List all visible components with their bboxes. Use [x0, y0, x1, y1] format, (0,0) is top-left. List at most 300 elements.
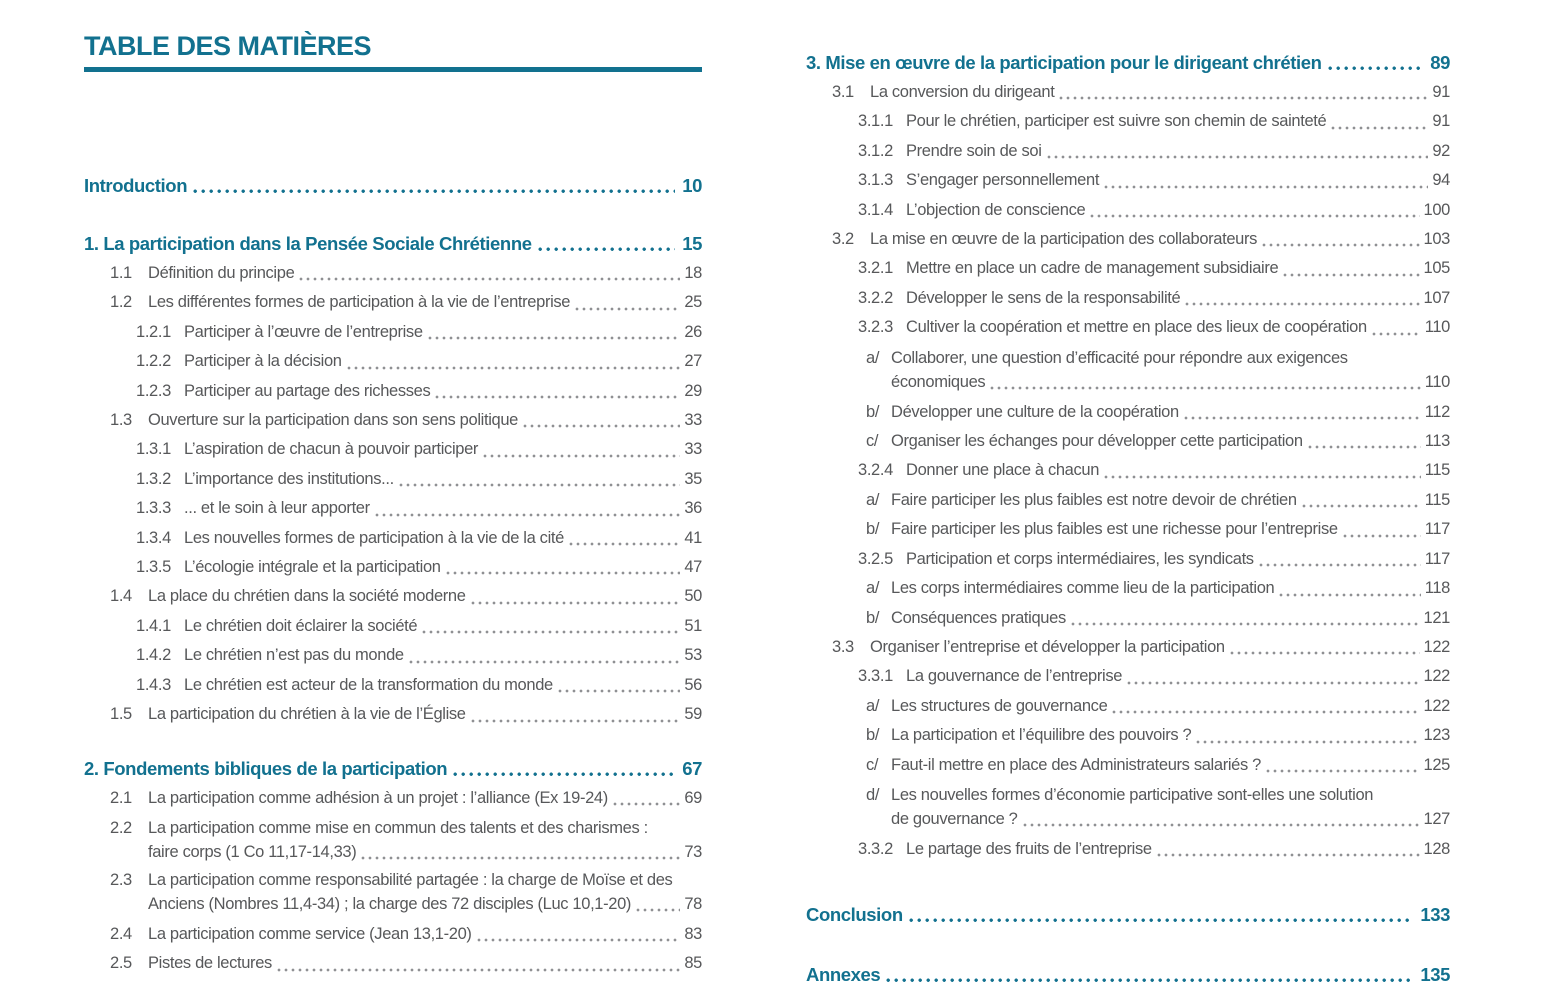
toc-entry [84, 671, 702, 700]
toc-entry [84, 524, 702, 553]
toc-entry-line [136, 494, 702, 523]
entry-page: 33 [684, 440, 702, 459]
entry-page: 110 [1424, 373, 1450, 392]
entry-title: La gouvernance de l’entreprise [906, 667, 1123, 686]
entry-page: 112 [1424, 402, 1450, 421]
entry-title: Mettre en place un cadre de management subsidiaire [906, 259, 1279, 278]
entry-number: b/ [866, 608, 880, 627]
toc-entry-line [832, 633, 1450, 662]
toc-entry-line [110, 259, 702, 288]
dot-leader-icon [1104, 185, 1428, 189]
toc-entry-line [136, 318, 702, 347]
toc-column-right [806, 30, 1450, 1006]
entry-page: 59 [684, 705, 702, 724]
toc-entry [806, 456, 1450, 485]
entry-title: économiques [891, 373, 986, 392]
entry-title: Définition du principe [148, 264, 295, 282]
entry-number: 1.5 [110, 705, 132, 724]
dot-leader-icon [1071, 622, 1420, 626]
dot-leader-icon [1196, 740, 1419, 744]
toc-entry-line [110, 784, 702, 813]
entry-number: 1.4.3 [136, 675, 171, 694]
entry-title: La participation comme adhésion à un projet : l’alliance (Ex 19-24) [148, 788, 608, 807]
entry-title: Pistes de lectures [148, 954, 272, 973]
entry-title: 2. Fondements bibliques de la participation [84, 757, 448, 779]
entry-number: 3.1.4 [858, 200, 893, 219]
entry-number: 1.3 [110, 411, 132, 430]
toc-entry-line [866, 486, 1450, 515]
entry-page: 115 [1424, 461, 1450, 480]
entry-title: Les corps intermédiaires comme lieu de la participation [891, 579, 1275, 598]
entry-title: Participer à la décision [184, 352, 342, 371]
toc-entry-line [866, 783, 1450, 808]
toc-entry-line [110, 920, 702, 949]
entry-number: 1.3.5 [136, 558, 171, 577]
entry-number: 3.1.2 [858, 141, 893, 160]
entry-title: Les nouvelles formes de participation à la vie de la cité [184, 528, 564, 547]
entry-number: b/ [866, 726, 880, 745]
entry-title: Participer au partage des richesses [184, 381, 431, 400]
toc-entry [84, 700, 702, 729]
dot-leader-icon [1157, 853, 1420, 857]
entry-page: 41 [684, 528, 702, 547]
toc-entry [806, 313, 1450, 342]
entry-number: 1.2.3 [136, 381, 171, 400]
toc-entry-line [858, 835, 1450, 864]
toc-entry [806, 137, 1450, 166]
toc-entry [84, 553, 702, 582]
toc-entry [84, 288, 702, 317]
toc-entry [806, 196, 1450, 225]
toc-entry-line [858, 254, 1450, 283]
entry-title: Développer une culture de la coopération [891, 402, 1179, 421]
toc-entry [806, 225, 1450, 254]
dot-leader-icon [1112, 710, 1419, 714]
dot-leader-icon [886, 978, 1413, 983]
entry-number: a/ [866, 490, 880, 509]
entry-number: 2.4 [110, 924, 132, 943]
dot-leader-icon [1266, 769, 1420, 773]
toc-entry-line [866, 515, 1450, 544]
entry-page: 91 [1432, 112, 1450, 131]
toc-entry [84, 949, 702, 978]
toc-entry-line [866, 604, 1450, 633]
toc-entry-line [866, 370, 1450, 395]
toc-entry-line [136, 435, 702, 464]
entry-number: 3.2.3 [858, 318, 893, 337]
entry-title: Pour le chrétien, participer est suivre son chemin de sainteté [906, 112, 1327, 131]
entry-title: Conséquences pratiques [891, 608, 1066, 627]
toc-entry [806, 166, 1450, 195]
entry-page: 117 [1424, 520, 1450, 539]
entry-page: 117 [1424, 549, 1450, 568]
entry-title: 3. Mise en œuvre de la participation pour le dirigeant chrétien [806, 52, 1322, 73]
dot-leader-icon [446, 571, 681, 575]
entry-page: 25 [684, 293, 702, 312]
entry-page: 78 [684, 895, 702, 914]
entry-title: Prendre soin de soi [906, 141, 1042, 160]
toc-entry-line [110, 288, 702, 317]
dot-leader-icon [453, 772, 675, 777]
entry-page: 121 [1423, 608, 1450, 627]
entry-page: 27 [684, 352, 702, 371]
toc-entry [84, 641, 702, 670]
toc-entry [806, 574, 1450, 603]
entry-number: 1.4.1 [136, 616, 171, 635]
toc-entries-left [84, 171, 702, 979]
toc-entry-line [866, 692, 1450, 721]
entry-number: 2.1 [110, 788, 132, 807]
entry-page: 125 [1423, 755, 1450, 774]
entry-page: 118 [1424, 579, 1450, 598]
toc-entry [806, 254, 1450, 283]
dot-leader-icon [277, 968, 680, 972]
toc-entry-line [858, 456, 1450, 485]
entry-number: 3.3.1 [858, 667, 893, 686]
toc-entry [84, 347, 702, 376]
entry-number: 1.1 [110, 264, 132, 282]
entry-page: 69 [684, 788, 702, 807]
entry-page: 115 [1424, 490, 1450, 509]
toc-entry [806, 427, 1450, 456]
toc-entry [806, 900, 1450, 930]
entry-number: 1.2 [110, 293, 132, 312]
entry-title: Cultiver la coopération et mettre en place des lieux de coopération [906, 318, 1367, 337]
entry-page: 15 [682, 233, 702, 254]
entry-title: Organiser les échanges pour développer cette participation [891, 432, 1303, 451]
entry-page: 103 [1423, 230, 1450, 249]
entry-number: 3.2.2 [858, 288, 893, 307]
entry-title: La participation comme mise en commun des talents et des charismes : [148, 818, 648, 837]
toc-entry [806, 783, 1450, 832]
entry-page: 91 [1432, 83, 1450, 101]
toc-entry-line [136, 612, 702, 641]
entry-title: La place du chrétien dans la société moderne [148, 587, 466, 606]
entry-page: 94 [1432, 171, 1450, 190]
toc-entry [84, 406, 702, 435]
entry-title: Faire participer les plus faibles est une richesse pour l’entreprise [891, 520, 1338, 539]
entry-page: 10 [682, 175, 702, 196]
toc-entry-line [136, 465, 702, 494]
toc-entry [84, 612, 702, 641]
toc-entry-line [136, 671, 702, 700]
toc-entry-line [866, 346, 1450, 371]
entry-title: Anciens (Nombres 11,4-34) ; la charge des 72 disciples (Luc 10,1-20) [148, 895, 632, 914]
dot-leader-icon [193, 189, 675, 194]
entry-title: de gouvernance ? [891, 810, 1018, 829]
toc-entry [84, 494, 702, 523]
dot-leader-icon [1023, 823, 1420, 827]
entry-title: faire corps (1 Co 11,17-14,33) [148, 843, 357, 862]
entry-number: 3.1 [832, 83, 854, 101]
entry-page: 105 [1423, 259, 1450, 278]
entry-page: 50 [684, 587, 702, 606]
entry-page: 29 [684, 381, 702, 400]
toc-entry [806, 48, 1450, 78]
entry-title: La participation comme responsabilité partagée : la charge de Moïse et des [148, 870, 673, 889]
entry-page: 53 [684, 646, 702, 665]
entry-page: 122 [1423, 696, 1450, 715]
toc-entry [84, 816, 702, 865]
toc-entry [806, 662, 1450, 691]
entry-number: 3.2.1 [858, 259, 893, 278]
dot-leader-icon [1308, 445, 1421, 449]
toc-entry-line [858, 662, 1450, 691]
entry-title: Ouverture sur la participation dans son sens politique [148, 411, 518, 430]
entry-page: 26 [684, 322, 702, 341]
toc-entry-line [110, 582, 702, 611]
toc-entry-line [110, 700, 702, 729]
entry-page: 127 [1423, 810, 1450, 829]
toc-entry [806, 604, 1450, 633]
entry-title: Donner une place à chacun [906, 461, 1100, 480]
toc-entry-line [866, 721, 1450, 750]
entry-title: Le chrétien n’est pas du monde [184, 646, 404, 665]
toc-entry-line [858, 107, 1450, 136]
toc-entry [806, 545, 1450, 574]
toc-entry [84, 754, 702, 784]
dot-leader-icon [1259, 563, 1421, 567]
toc-entry-line [136, 524, 702, 553]
entry-title: ... et le soin à leur apporter [184, 499, 370, 518]
entry-page: 56 [684, 675, 702, 694]
toc-entry-line [806, 48, 1450, 78]
toc-entry-line [84, 229, 702, 259]
toc-entry-line [110, 816, 702, 841]
entry-page: 122 [1423, 637, 1450, 656]
dot-leader-icon [1372, 332, 1421, 336]
dot-leader-icon [422, 630, 680, 634]
dot-leader-icon [1328, 66, 1424, 71]
dot-leader-icon [1127, 681, 1419, 685]
toc-entry-line [866, 807, 1450, 832]
entry-page: 92 [1432, 141, 1450, 160]
entry-title: 1. La participation dans la Pensée Sociale Chrétienne [84, 233, 532, 254]
entry-page: 83 [684, 924, 702, 943]
entry-page: 135 [1420, 964, 1450, 986]
toc-entry-line [832, 225, 1450, 254]
dot-leader-icon [1230, 651, 1420, 655]
entry-number: 3.2.5 [858, 549, 893, 568]
entry-page: 122 [1423, 667, 1450, 686]
page-title: TABLE DES MATIÈRES [84, 31, 372, 61]
entry-title: La conversion du dirigeant [870, 83, 1055, 101]
entry-number: b/ [866, 402, 880, 421]
entry-page: 67 [682, 757, 702, 779]
toc-entry-line [136, 553, 702, 582]
entry-number: 3.2.4 [858, 461, 893, 480]
entry-title: Participer à l’œuvre de l’entreprise [184, 322, 423, 341]
entry-title: Faire participer les plus faibles est notre devoir de chrétien [891, 490, 1297, 509]
toc-entry [806, 486, 1450, 515]
dot-leader-icon [1302, 504, 1421, 508]
dot-leader-icon [1185, 302, 1419, 306]
entry-page: 47 [684, 558, 702, 577]
toc-entry-line [84, 754, 702, 784]
entry-page: 35 [684, 469, 702, 488]
entry-page: 73 [684, 843, 702, 862]
dot-leader-icon [1331, 126, 1428, 130]
entry-title: Le partage des fruits de l’entreprise [906, 839, 1152, 858]
entry-title: La mise en œuvre de la participation des collaborateurs [870, 230, 1258, 249]
toc-entry-line [858, 545, 1450, 574]
entry-title: Développer le sens de la responsabilité [906, 288, 1181, 307]
toc-entry [84, 229, 702, 259]
entry-title: La participation et l’équilibre des pouvoirs ? [891, 726, 1192, 745]
dot-leader-icon [428, 336, 681, 340]
entry-title: Participation et corps intermédiaires, les syndicats [906, 549, 1254, 568]
dot-leader-icon [471, 601, 681, 605]
entry-title: Conclusion [806, 904, 903, 926]
entry-page: 128 [1423, 839, 1450, 858]
dot-leader-icon [523, 424, 680, 428]
entry-number: 3.3 [832, 637, 854, 656]
dot-leader-icon [477, 938, 681, 942]
toc-entry [806, 515, 1450, 544]
entry-title: L’importance des institutions... [184, 469, 394, 488]
toc-entry-line [136, 347, 702, 376]
toc-entry-line [806, 900, 1450, 930]
entry-number: 1.2.2 [136, 352, 171, 371]
toc-entry-line [110, 868, 702, 893]
dot-leader-icon [1262, 243, 1419, 247]
toc-entry-line [110, 949, 702, 978]
dot-leader-icon [1184, 416, 1421, 420]
toc-entry-line [866, 427, 1450, 456]
dot-leader-icon [636, 908, 680, 912]
entry-number: 1.3.3 [136, 499, 171, 518]
entry-page: 107 [1423, 288, 1450, 307]
dot-leader-icon [471, 719, 681, 723]
toc-entry [84, 377, 702, 406]
entry-page: 36 [684, 499, 702, 518]
dot-leader-icon [990, 386, 1420, 390]
dot-leader-icon [1283, 273, 1419, 277]
toc-entry [806, 633, 1450, 662]
entry-number: 1.4.2 [136, 646, 171, 665]
dot-leader-icon [1279, 593, 1420, 597]
entry-title: Les structures de gouvernance [891, 696, 1108, 715]
dot-leader-icon [909, 918, 1414, 923]
dot-leader-icon [299, 277, 680, 281]
toc-entry [84, 784, 702, 813]
entry-number: c/ [866, 755, 879, 774]
entry-number: 1.3.1 [136, 440, 171, 459]
toc-entry [806, 721, 1450, 750]
dot-leader-icon [1343, 534, 1421, 538]
toc-entry [806, 835, 1450, 864]
entry-page: 113 [1424, 432, 1450, 451]
dot-leader-icon [483, 454, 680, 458]
toc-entry-line [858, 166, 1450, 195]
dot-leader-icon [575, 307, 680, 311]
dot-leader-icon [1090, 214, 1419, 218]
toc-entry-line [866, 574, 1450, 603]
entry-page: 33 [684, 411, 702, 430]
toc-entry-line [866, 751, 1450, 780]
dot-leader-icon [1104, 475, 1421, 479]
dot-leader-icon [1047, 155, 1429, 159]
toc-entry-line [858, 284, 1450, 313]
toc-entry-line [110, 406, 702, 435]
entry-page: 133 [1420, 904, 1450, 926]
toc-entry [806, 692, 1450, 721]
toc-entry-line [806, 960, 1450, 990]
entry-title: Annexes [806, 964, 881, 986]
toc-entry-line [858, 196, 1450, 225]
dot-leader-icon [347, 366, 681, 370]
entry-page: 51 [684, 616, 702, 635]
entry-title: Les différentes formes de participation à la vie de l’entreprise [148, 293, 571, 312]
dot-leader-icon [558, 689, 680, 693]
toc-entry-line [110, 892, 702, 917]
dot-leader-icon [435, 395, 680, 399]
toc-entry-line [84, 171, 702, 201]
entry-number: 3.1.3 [858, 171, 893, 190]
entry-number: b/ [866, 520, 880, 539]
toc-entry-line [136, 641, 702, 670]
toc-entry [84, 920, 702, 949]
dot-leader-icon [1059, 96, 1428, 100]
entry-number: 2.5 [110, 954, 132, 973]
entry-number: 3.3.2 [858, 839, 893, 858]
toc-entry [806, 751, 1450, 780]
toc-entry [806, 107, 1450, 136]
entry-number: c/ [866, 432, 879, 451]
entry-number: d/ [866, 785, 880, 804]
toc-entry [806, 346, 1450, 395]
dot-leader-icon [375, 513, 681, 517]
entry-number: 3.1.1 [858, 112, 893, 131]
toc-entry [806, 284, 1450, 313]
dot-leader-icon [613, 802, 680, 806]
dot-leader-icon [538, 247, 676, 252]
entry-page: 100 [1423, 200, 1450, 219]
toc-entry-line [858, 137, 1450, 166]
entry-title: Le chrétien doit éclairer la société [184, 616, 418, 635]
entry-number: 2.2 [110, 818, 132, 837]
entry-number: 1.2.1 [136, 322, 171, 341]
entry-number: 1.4 [110, 587, 132, 606]
toc-entry-line [858, 313, 1450, 342]
toc-entry-line [866, 398, 1450, 427]
toc-entry [84, 868, 702, 917]
toc-entry [806, 398, 1450, 427]
toc-entry-line [136, 377, 702, 406]
toc-entries-right [806, 48, 1450, 990]
entry-title: Collaborer, une question d’efficacité pour répondre aux exigences [891, 348, 1348, 367]
entry-title: Le chrétien est acteur de la transformation du monde [184, 675, 553, 694]
entry-title: Les nouvelles formes d’économie participative sont-elles une solution [891, 785, 1374, 804]
entry-title: La participation comme service (Jean 13,1-20) [148, 924, 472, 943]
toc-entry [806, 78, 1450, 107]
entry-number: 1.3.4 [136, 528, 171, 547]
toc-entry [806, 960, 1450, 990]
toc-entry [84, 435, 702, 464]
toc-entry [84, 259, 702, 288]
entry-number: 1.3.2 [136, 469, 171, 488]
entry-title: L’objection de conscience [906, 200, 1086, 219]
toc-entry [84, 465, 702, 494]
title-underline [84, 67, 702, 72]
toc-entry [84, 318, 702, 347]
dot-leader-icon [569, 542, 680, 546]
entry-number: a/ [866, 348, 880, 367]
entry-page: 89 [1430, 52, 1450, 73]
entry-title: L’aspiration de chacun à pouvoir participer [184, 440, 479, 459]
toc-entry [84, 582, 702, 611]
entry-page: 18 [684, 264, 702, 282]
